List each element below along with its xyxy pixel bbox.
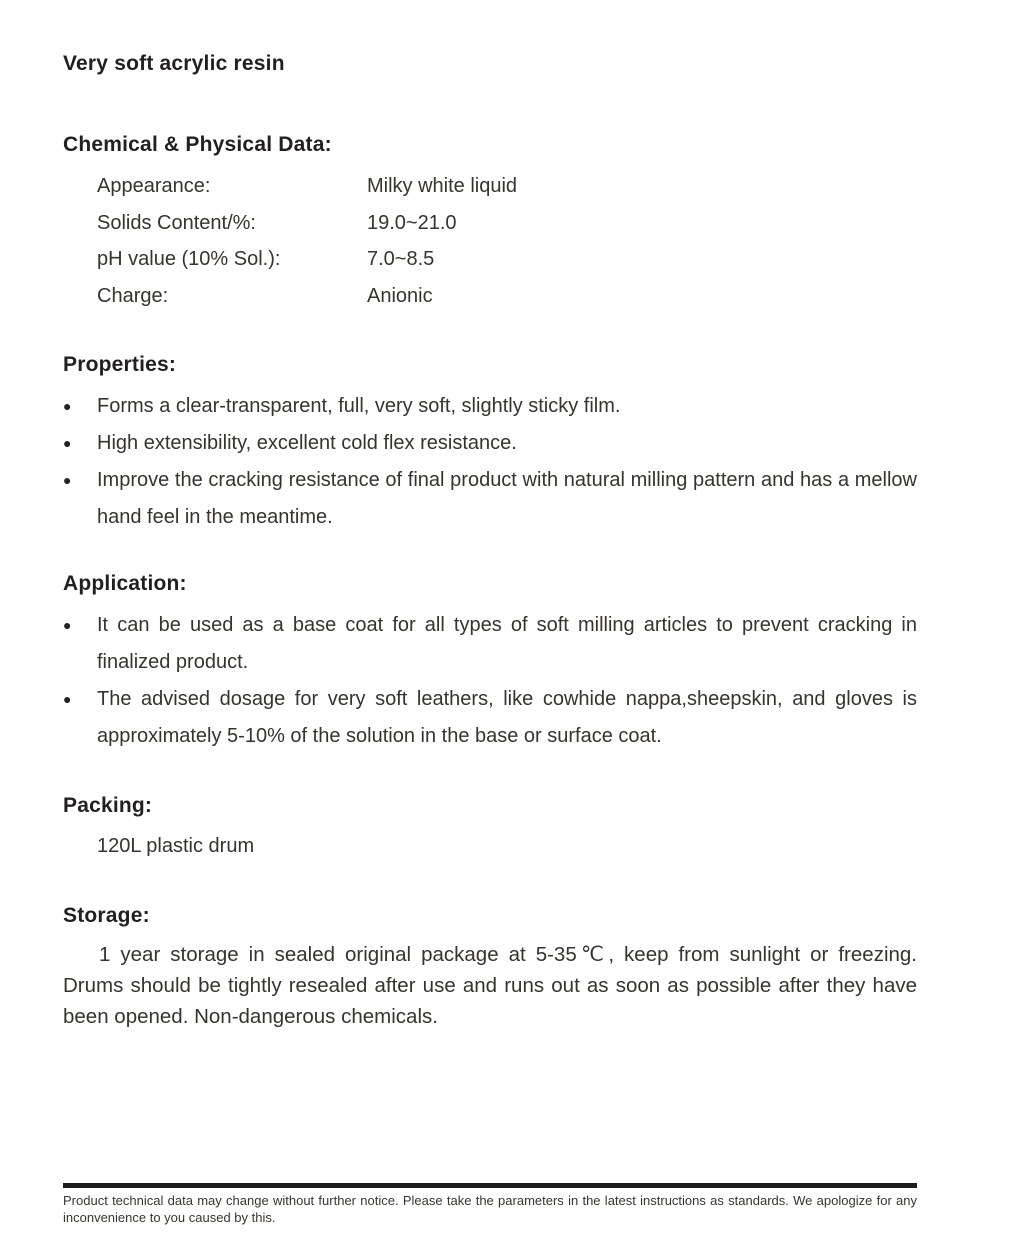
section-application bbox=[63, 572, 917, 755]
storage-heading: Storage: bbox=[63, 904, 150, 927]
list-item-text: Forms a clear-transparent, full, very soft, slightly sticky film. bbox=[97, 395, 621, 417]
table-row bbox=[63, 168, 917, 205]
row-value: Milky white liquid bbox=[367, 175, 518, 197]
packing-text: 120L plastic drum bbox=[97, 835, 255, 857]
list-item bbox=[63, 607, 917, 681]
list-item-text: The advised dosage for very soft leathers, like cowhide nappa,sheepskin, and gloves is approximately 5-10% of the solution in the base or surface coat. bbox=[97, 688, 917, 747]
footer bbox=[63, 1183, 917, 1226]
bullet-icon: ● bbox=[63, 398, 72, 414]
section-chemical-physical-data bbox=[63, 133, 917, 314]
properties-heading: Properties: bbox=[63, 353, 177, 376]
bullet-icon: ● bbox=[63, 617, 72, 633]
bullet-icon: ● bbox=[63, 472, 72, 488]
list-item-text: Improve the cracking resistance of final product with natural milling pattern and has a mellow hand feel in the meantime. bbox=[97, 469, 917, 528]
row-label: Solids Content/%: bbox=[97, 211, 256, 234]
chemical-physical-heading: Chemical & Physical Data: bbox=[63, 133, 332, 156]
section-storage bbox=[63, 904, 917, 1032]
row-value: 19.0~21.0 bbox=[367, 211, 457, 234]
list-item bbox=[63, 681, 917, 755]
list-item-text: It can be used as a base coat for all types of soft milling articles to prevent cracking in finalized product. bbox=[97, 614, 917, 673]
table-row bbox=[63, 241, 917, 278]
section-properties bbox=[63, 353, 917, 536]
list-item bbox=[63, 425, 917, 462]
section-packing bbox=[63, 794, 917, 865]
table-row bbox=[63, 205, 917, 242]
storage-text: 1 year storage in sealed original package at 5-35℃, keep from sunlight or freezing. Drums should be tightly resealed after use and runs out as soon as possible after they have been opened. Non-dangerous chemicals. bbox=[63, 943, 917, 1028]
application-list bbox=[63, 607, 917, 755]
properties-list bbox=[63, 388, 917, 536]
table-row bbox=[63, 278, 917, 315]
footer-disclaimer: Product technical data may change without further notice. Please take the parameters in the latest instructions as standards. We apologize for any inconvenience to you caused by this. bbox=[63, 1193, 917, 1225]
list-item-text: High extensibility, excellent cold flex resistance. bbox=[97, 432, 517, 454]
row-label: Charge: bbox=[97, 284, 169, 307]
bullet-icon: ● bbox=[63, 691, 72, 707]
application-heading: Application: bbox=[63, 572, 187, 595]
row-value: 7.0~8.5 bbox=[367, 248, 435, 270]
row-label: Appearance: bbox=[97, 175, 211, 197]
footer-divider bbox=[63, 1183, 917, 1188]
row-label: pH value (10% Sol.): bbox=[97, 248, 281, 270]
row-value: Anionic bbox=[367, 284, 433, 307]
chemical-physical-table bbox=[63, 168, 917, 314]
list-item bbox=[63, 462, 917, 536]
page-title: Very soft acrylic resin bbox=[63, 52, 285, 75]
packing-heading: Packing: bbox=[63, 794, 153, 817]
list-item bbox=[63, 388, 917, 425]
bullet-icon: ● bbox=[63, 435, 72, 451]
